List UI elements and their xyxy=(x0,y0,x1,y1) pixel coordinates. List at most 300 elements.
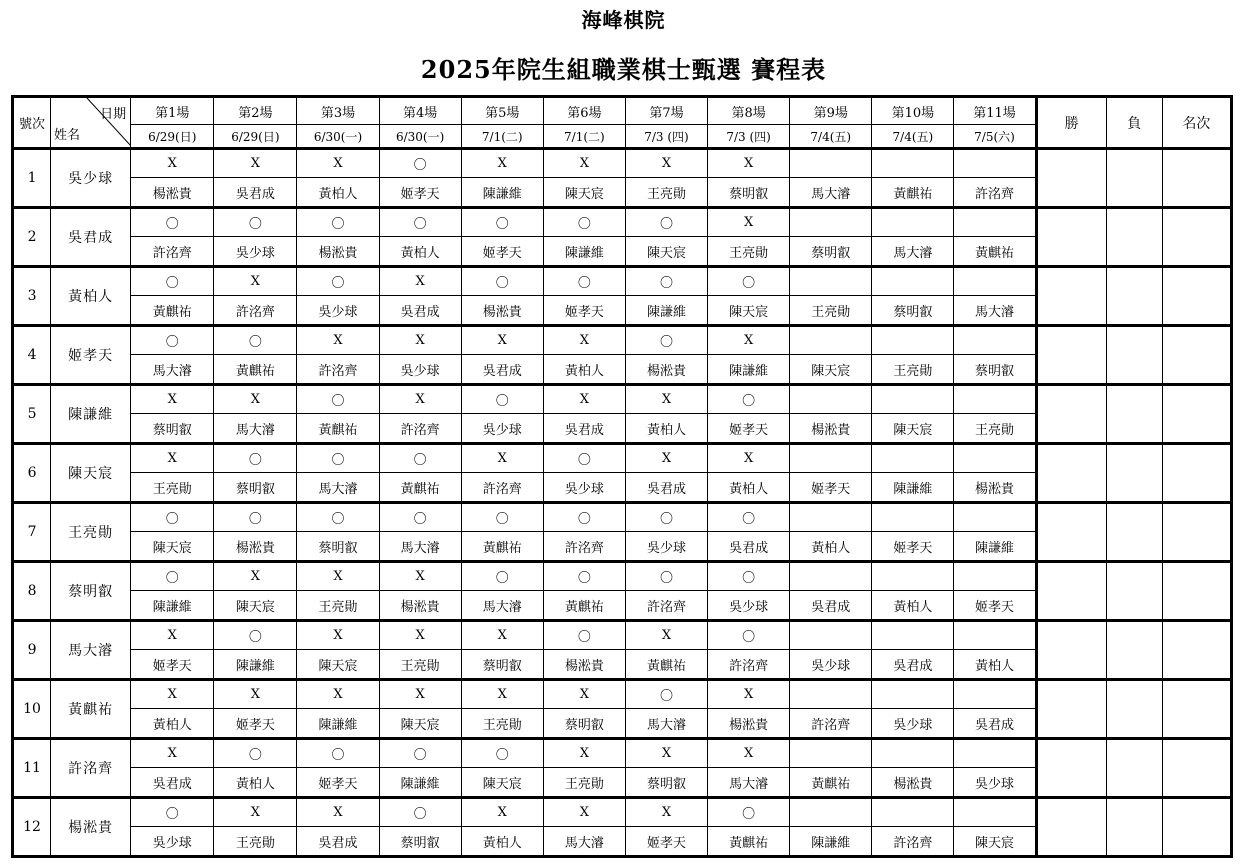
match-result: 〇 xyxy=(297,267,379,296)
opponent-name: 吳少球 xyxy=(954,768,1036,798)
opponent-name: 陳天宸 xyxy=(379,709,461,739)
player-number: 1 xyxy=(13,149,51,208)
opponent-name: 楊淞貴 xyxy=(625,355,707,385)
match-result: 〇 xyxy=(131,503,214,532)
player-number: 12 xyxy=(13,798,51,857)
opponent-name: 馬大濬 xyxy=(954,296,1036,326)
round-date: 7/4(五) xyxy=(872,125,954,149)
rank-cell xyxy=(1162,739,1231,798)
player-number: 3 xyxy=(13,267,51,326)
opponent-name: 黃麒祐 xyxy=(131,296,214,326)
opponent-name: 楊淞貴 xyxy=(543,650,625,680)
match-result xyxy=(954,739,1036,768)
match-result: X xyxy=(543,385,625,414)
match-result: X xyxy=(297,149,379,178)
opponent-name: 吳少球 xyxy=(708,591,790,621)
round-date: 6/29(日) xyxy=(214,125,297,149)
match-result: 〇 xyxy=(379,444,461,473)
opponent-name: 王亮勛 xyxy=(708,237,790,267)
player-row xyxy=(13,621,1232,650)
opponent-name: 姬孝天 xyxy=(954,591,1036,621)
opponent-name: 蔡明叡 xyxy=(379,827,461,857)
opponent-name: 蔡明叡 xyxy=(297,532,379,562)
player-name: 楊淞貴 xyxy=(51,798,131,857)
match-result xyxy=(872,385,954,414)
match-result xyxy=(790,562,872,591)
round-date: 7/1(二) xyxy=(543,125,625,149)
round-label: 第11場 xyxy=(954,97,1036,125)
round-label: 第3場 xyxy=(297,97,379,125)
organization-name: 海峰棋院 xyxy=(581,8,666,32)
opponent-name: 吳少球 xyxy=(872,709,954,739)
round-label: 第8場 xyxy=(708,97,790,125)
header-row-rounds xyxy=(13,97,1232,125)
match-result: 〇 xyxy=(543,444,625,473)
opponent-name: 馬大濬 xyxy=(379,532,461,562)
match-result: X xyxy=(131,680,214,709)
opponent-name: 陳謙維 xyxy=(954,532,1036,562)
match-result: X xyxy=(379,267,461,296)
opponent-name: 許洺齊 xyxy=(625,591,707,621)
win-count xyxy=(1036,562,1106,621)
match-result: X xyxy=(543,326,625,355)
match-result xyxy=(790,444,872,473)
player-number: 4 xyxy=(13,326,51,385)
match-result: X xyxy=(297,680,379,709)
match-result: X xyxy=(625,149,707,178)
match-result: 〇 xyxy=(543,562,625,591)
match-result xyxy=(790,739,872,768)
match-result: 〇 xyxy=(297,208,379,237)
win-count xyxy=(1036,326,1106,385)
match-result: 〇 xyxy=(543,208,625,237)
match-result: X xyxy=(214,149,297,178)
opponent-name: 陳謙維 xyxy=(379,768,461,798)
match-result: X xyxy=(708,208,790,237)
opponent-name: 王亮勛 xyxy=(790,296,872,326)
opponent-name: 楊淞貴 xyxy=(379,591,461,621)
opponent-name: 蔡明叡 xyxy=(872,296,954,326)
match-result: X xyxy=(379,680,461,709)
opponent-name: 黃麒祐 xyxy=(872,178,954,208)
opponent-name: 黃麒祐 xyxy=(297,414,379,444)
opponent-name: 馬大濬 xyxy=(214,414,297,444)
round-date: 7/5(六) xyxy=(954,125,1036,149)
match-result xyxy=(790,208,872,237)
match-result: 〇 xyxy=(625,208,707,237)
loss-count xyxy=(1106,621,1162,680)
opponent-name: 許洺齊 xyxy=(297,355,379,385)
opponent-name: 吳君成 xyxy=(379,296,461,326)
match-result: 〇 xyxy=(708,267,790,296)
match-result: 〇 xyxy=(625,680,707,709)
opponent-name: 吳君成 xyxy=(708,532,790,562)
rank-cell xyxy=(1162,149,1231,208)
win-count xyxy=(1036,503,1106,562)
player-row xyxy=(13,739,1232,768)
match-result: 〇 xyxy=(379,208,461,237)
header-loss: 負 xyxy=(1106,97,1162,149)
opponent-name: 吳少球 xyxy=(131,827,214,857)
match-result xyxy=(872,444,954,473)
match-result xyxy=(954,149,1036,178)
rank-cell xyxy=(1162,385,1231,444)
match-result xyxy=(872,503,954,532)
player-number: 5 xyxy=(13,385,51,444)
opponent-name: 許洺齊 xyxy=(872,827,954,857)
match-result xyxy=(790,149,872,178)
match-result xyxy=(872,149,954,178)
opponent-name: 陳謙維 xyxy=(625,296,707,326)
match-result: 〇 xyxy=(461,385,543,414)
match-result: 〇 xyxy=(214,621,297,650)
match-result xyxy=(954,385,1036,414)
opponent-name: 楊淞貴 xyxy=(297,237,379,267)
opponent-name: 吳君成 xyxy=(297,827,379,857)
round-date: 7/3 (四) xyxy=(625,125,707,149)
opponent-name: 黃麒祐 xyxy=(625,650,707,680)
opponent-name: 許洺齊 xyxy=(214,296,297,326)
opponent-name: 姬孝天 xyxy=(297,768,379,798)
match-result: X xyxy=(297,326,379,355)
opponent-name: 蔡明叡 xyxy=(543,709,625,739)
rank-cell xyxy=(1162,562,1231,621)
match-result: X xyxy=(214,385,297,414)
header-corner xyxy=(51,97,131,149)
opponent-name: 黃柏人 xyxy=(872,591,954,621)
opponent-name: 吳少球 xyxy=(297,296,379,326)
match-result: X xyxy=(461,621,543,650)
opponent-name: 吳君成 xyxy=(954,709,1036,739)
match-result: X xyxy=(214,562,297,591)
opponent-name: 楊淞貴 xyxy=(461,296,543,326)
match-result: X xyxy=(708,680,790,709)
win-count xyxy=(1036,621,1106,680)
opponent-name: 黃柏人 xyxy=(625,414,707,444)
match-result: X xyxy=(625,739,707,768)
match-result: 〇 xyxy=(379,503,461,532)
match-result: 〇 xyxy=(461,208,543,237)
opponent-name: 黃柏人 xyxy=(954,650,1036,680)
win-count xyxy=(1036,149,1106,208)
opponent-name: 王亮勛 xyxy=(954,414,1036,444)
opponent-name: 馬大濬 xyxy=(297,473,379,503)
opponent-name: 吳少球 xyxy=(461,414,543,444)
header-number: 號次 xyxy=(13,97,51,149)
player-name: 王亮勛 xyxy=(51,503,131,562)
opponent-name: 陳謙維 xyxy=(872,473,954,503)
opponent-name: 陳謙維 xyxy=(543,237,625,267)
match-result: 〇 xyxy=(379,739,461,768)
player-row xyxy=(13,326,1232,355)
opponent-name: 蔡明叡 xyxy=(708,178,790,208)
opponent-name: 陳謙維 xyxy=(214,650,297,680)
player-name: 蔡明叡 xyxy=(51,562,131,621)
match-result xyxy=(954,208,1036,237)
opponent-name: 陳天宸 xyxy=(708,296,790,326)
rank-cell xyxy=(1162,798,1231,857)
opponent-name: 許洺齊 xyxy=(543,532,625,562)
match-result: X xyxy=(708,444,790,473)
match-result xyxy=(872,739,954,768)
player-row xyxy=(13,149,1232,178)
opponent-name: 吳君成 xyxy=(625,473,707,503)
opponent-name: 蔡明叡 xyxy=(954,355,1036,385)
player-row xyxy=(13,562,1232,591)
opponent-name: 黃麒祐 xyxy=(708,827,790,857)
player-number: 10 xyxy=(13,680,51,739)
loss-count xyxy=(1106,149,1162,208)
match-result: X xyxy=(214,680,297,709)
opponent-name: 陳天宸 xyxy=(790,355,872,385)
opponent-name: 陳謙維 xyxy=(461,178,543,208)
match-result: X xyxy=(708,326,790,355)
match-result: 〇 xyxy=(214,444,297,473)
match-result xyxy=(954,621,1036,650)
header-date-label: 日期 xyxy=(100,107,127,122)
round-date: 6/29(日) xyxy=(131,125,214,149)
match-result xyxy=(954,562,1036,591)
match-result: X xyxy=(297,798,379,827)
match-result: 〇 xyxy=(214,208,297,237)
opponent-name: 吳君成 xyxy=(461,355,543,385)
match-result: 〇 xyxy=(297,385,379,414)
player-row xyxy=(13,385,1232,414)
opponent-name: 蔡明叡 xyxy=(625,768,707,798)
player-row xyxy=(13,798,1232,827)
schedule-table xyxy=(11,95,1233,858)
match-result xyxy=(872,680,954,709)
match-result: 〇 xyxy=(708,621,790,650)
match-result: 〇 xyxy=(543,267,625,296)
player-name: 姬孝天 xyxy=(51,326,131,385)
win-count xyxy=(1036,444,1106,503)
opponent-name: 王亮勛 xyxy=(297,591,379,621)
match-result: 〇 xyxy=(131,326,214,355)
match-result xyxy=(790,326,872,355)
match-result: 〇 xyxy=(379,798,461,827)
round-date: 7/1(二) xyxy=(461,125,543,149)
player-row xyxy=(13,680,1232,709)
loss-count xyxy=(1106,798,1162,857)
opponent-name: 王亮勛 xyxy=(461,709,543,739)
opponent-name: 黃柏人 xyxy=(543,355,625,385)
rank-cell xyxy=(1162,621,1231,680)
opponent-name: 馬大濬 xyxy=(461,591,543,621)
match-result: 〇 xyxy=(708,562,790,591)
win-count xyxy=(1036,798,1106,857)
opponent-name: 姬孝天 xyxy=(872,532,954,562)
round-date: 6/30(一) xyxy=(297,125,379,149)
opponent-name: 陳天宸 xyxy=(214,591,297,621)
match-result xyxy=(790,798,872,827)
player-name: 吳君成 xyxy=(51,208,131,267)
loss-count xyxy=(1106,680,1162,739)
opponent-name: 吳少球 xyxy=(214,237,297,267)
opponent-name: 黃麒祐 xyxy=(543,591,625,621)
round-label: 第4場 xyxy=(379,97,461,125)
rank-cell xyxy=(1162,208,1231,267)
match-result: 〇 xyxy=(297,739,379,768)
match-result: X xyxy=(131,385,214,414)
match-result: X xyxy=(131,621,214,650)
win-count xyxy=(1036,208,1106,267)
match-result: 〇 xyxy=(461,562,543,591)
opponent-name: 姬孝天 xyxy=(214,709,297,739)
header-win: 勝 xyxy=(1036,97,1106,149)
player-name: 黃麒祐 xyxy=(51,680,131,739)
round-date: 7/3 (四) xyxy=(708,125,790,149)
match-result: 〇 xyxy=(297,444,379,473)
header-rank: 名次 xyxy=(1162,97,1231,149)
opponent-name: 黃柏人 xyxy=(297,178,379,208)
match-result: 〇 xyxy=(708,385,790,414)
match-result xyxy=(954,267,1036,296)
opponent-name: 許洺齊 xyxy=(708,650,790,680)
round-label: 第1場 xyxy=(131,97,214,125)
opponent-name: 陳謙維 xyxy=(790,827,872,857)
opponent-name: 黃柏人 xyxy=(214,768,297,798)
loss-count xyxy=(1106,385,1162,444)
opponent-name: 陳天宸 xyxy=(954,827,1036,857)
opponent-name: 楊淞貴 xyxy=(131,178,214,208)
opponent-name: 王亮勛 xyxy=(543,768,625,798)
opponent-name: 王亮勛 xyxy=(379,650,461,680)
match-result: 〇 xyxy=(625,503,707,532)
opponent-name: 姬孝天 xyxy=(625,827,707,857)
opponent-name: 吳少球 xyxy=(790,650,872,680)
opponent-name: 許洺齊 xyxy=(954,178,1036,208)
match-result: 〇 xyxy=(543,503,625,532)
opponent-name: 黃柏人 xyxy=(461,827,543,857)
opponent-name: 馬大濬 xyxy=(872,237,954,267)
loss-count xyxy=(1106,208,1162,267)
match-result: X xyxy=(543,739,625,768)
opponent-name: 黃麒祐 xyxy=(379,473,461,503)
match-result: X xyxy=(625,385,707,414)
match-result xyxy=(954,798,1036,827)
opponent-name: 蔡明叡 xyxy=(790,237,872,267)
match-result xyxy=(790,680,872,709)
match-result xyxy=(954,444,1036,473)
match-result: X xyxy=(461,149,543,178)
match-result xyxy=(872,562,954,591)
match-result: 〇 xyxy=(214,739,297,768)
match-result xyxy=(872,326,954,355)
round-label: 第9場 xyxy=(790,97,872,125)
player-number: 6 xyxy=(13,444,51,503)
opponent-name: 黃麒祐 xyxy=(461,532,543,562)
opponent-name: 蔡明叡 xyxy=(131,414,214,444)
player-number: 2 xyxy=(13,208,51,267)
player-number: 8 xyxy=(13,562,51,621)
match-result: 〇 xyxy=(214,503,297,532)
match-result: X xyxy=(708,149,790,178)
match-result xyxy=(954,680,1036,709)
opponent-name: 王亮勛 xyxy=(131,473,214,503)
match-result: X xyxy=(379,385,461,414)
round-label: 第5場 xyxy=(461,97,543,125)
opponent-name: 陳天宸 xyxy=(297,650,379,680)
player-name: 黃柏人 xyxy=(51,267,131,326)
match-result: X xyxy=(297,621,379,650)
rank-cell xyxy=(1162,267,1231,326)
match-result: X xyxy=(461,680,543,709)
opponent-name: 吳少球 xyxy=(543,473,625,503)
opponent-name: 陳天宸 xyxy=(625,237,707,267)
player-number: 9 xyxy=(13,621,51,680)
opponent-name: 黃柏人 xyxy=(708,473,790,503)
match-result: X xyxy=(625,798,707,827)
opponent-name: 吳君成 xyxy=(872,650,954,680)
match-result: 〇 xyxy=(708,503,790,532)
opponent-name: 許洺齊 xyxy=(461,473,543,503)
match-result: X xyxy=(625,621,707,650)
match-result: 〇 xyxy=(131,562,214,591)
match-result: X xyxy=(625,444,707,473)
opponent-name: 馬大濬 xyxy=(708,768,790,798)
opponent-name: 楊淞貴 xyxy=(790,414,872,444)
opponent-name: 姬孝天 xyxy=(790,473,872,503)
opponent-name: 黃麒祐 xyxy=(954,237,1036,267)
opponent-name: 蔡明叡 xyxy=(214,473,297,503)
match-result: X xyxy=(461,326,543,355)
player-row xyxy=(13,503,1232,532)
opponent-name: 王亮勛 xyxy=(214,827,297,857)
match-result: 〇 xyxy=(625,562,707,591)
opponent-name: 姬孝天 xyxy=(131,650,214,680)
opponent-name: 許洺齊 xyxy=(379,414,461,444)
opponent-name: 吳少球 xyxy=(379,355,461,385)
win-count xyxy=(1036,739,1106,798)
player-name: 許洺齊 xyxy=(51,739,131,798)
opponent-name: 陳天宸 xyxy=(461,768,543,798)
match-result: X xyxy=(214,798,297,827)
match-result: X xyxy=(461,444,543,473)
match-result: 〇 xyxy=(461,267,543,296)
player-name: 馬大濬 xyxy=(51,621,131,680)
match-result: 〇 xyxy=(625,326,707,355)
match-result xyxy=(954,326,1036,355)
match-result: X xyxy=(379,562,461,591)
match-result xyxy=(872,621,954,650)
match-result: 〇 xyxy=(131,798,214,827)
round-label: 第7場 xyxy=(625,97,707,125)
opponent-name: 王亮勛 xyxy=(625,178,707,208)
rank-cell xyxy=(1162,503,1231,562)
round-label: 第2場 xyxy=(214,97,297,125)
match-result: 〇 xyxy=(131,208,214,237)
opponent-name: 陳天宸 xyxy=(131,532,214,562)
opponent-name: 王亮勛 xyxy=(872,355,954,385)
match-result: X xyxy=(379,326,461,355)
win-count xyxy=(1036,267,1106,326)
match-result: 〇 xyxy=(461,503,543,532)
match-result: 〇 xyxy=(708,798,790,827)
match-result xyxy=(790,385,872,414)
match-result: 〇 xyxy=(131,267,214,296)
round-label: 第10場 xyxy=(872,97,954,125)
opponent-name: 陳謙維 xyxy=(131,591,214,621)
rank-cell xyxy=(1162,444,1231,503)
opponent-name: 吳君成 xyxy=(214,178,297,208)
match-result: X xyxy=(708,739,790,768)
opponent-name: 陳謙維 xyxy=(708,355,790,385)
opponent-name: 陳謙維 xyxy=(297,709,379,739)
player-row xyxy=(13,444,1232,473)
match-result xyxy=(872,798,954,827)
opponent-name: 吳少球 xyxy=(625,532,707,562)
